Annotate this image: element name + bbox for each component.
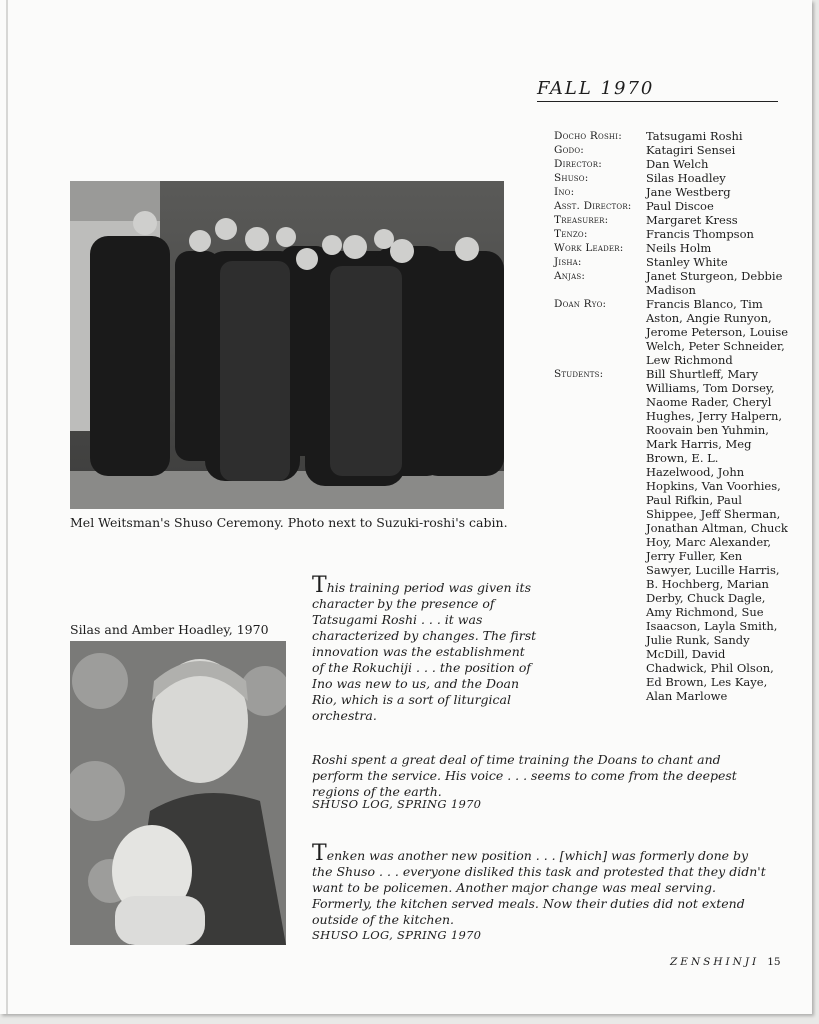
roster-names: Silas Hoadley [646,171,726,185]
roster-role: Doan Ryo: [554,298,607,310]
roster-names: Neils Holm [646,241,712,255]
roster-names: Jane Westberg [646,185,731,199]
roster-row [554,241,789,255]
group-photo-caption: Mel Weitsman's Shuso Ceremony. Photo next to Suzuki-roshi's cabin. [70,515,508,530]
roster-names: Francis Thompson [646,227,754,241]
roster-names: Francis Blanco, Tim Aston, Angie Runyon, Jerome Peterson, Louise Welch, Peter Schneider, Lew Richmond [646,297,789,367]
roster-row [554,143,789,157]
roster-names: Stanley White [646,255,728,269]
roster-row [554,129,789,143]
roster-role: Jisha: [554,256,582,268]
roster-role: Godo: [554,144,585,156]
dropcap: T [312,573,327,598]
roster-role: Work Leader: [554,242,624,254]
roster-role: Asst. Director: [554,200,632,212]
group-photo [70,181,504,509]
roster-names: Janet Sturgeon, Debbie Madison [646,269,783,297]
roster-row [554,367,789,703]
section-heading: FALL 1970 [537,78,778,102]
roster-row [554,157,789,171]
roster-role: Anjas: [554,270,586,282]
roster-role: Director: [554,158,602,170]
roster-names: Paul Discoe [646,199,714,213]
portrait-photo-caption: Silas and Amber Hoadley, 1970 [70,622,269,637]
roster-row [554,213,789,227]
quote-source: SHUSO LOG, SPRING 1970 [312,928,482,942]
page-number: 15 [767,956,781,968]
roster-role: Docho Roshi: [554,130,622,142]
page-footer [670,956,781,968]
roster-role: Shuso: [554,172,589,184]
roster-row [554,255,789,269]
roster-row [554,185,789,199]
page-fold-edge [6,0,8,1014]
roster-names: Bill Shurtleff, Mary Williams, Tom Dorsey, Naome Rader, Cheryl Hughes, Jerry Halpern, Roovain ben Yuhmin, Mark Harris, Meg Brown, E. L. Hazelwood, John Hopkins, Van Voorhies, Paul Rifkin, Paul Shippee, Jeff Sherman, Jonathan Altman, Chuck Hoy, Marc Alexander, Jerry Fuller, Ken Sawyer, Lucille Harris, B. Hochberg, Marian Derby, Chuck Dagle, Amy Richmond, Sue Isaacson, Layla Smith, Julie Runk, Sandy McDill, David Chadwick, Phil Olson, Ed Brown, Les Kaye, Alan Marlowe [646,367,788,703]
quote-source: SHUSO LOG, SPRING 1970 [312,797,482,811]
roster-row [554,227,789,241]
roster-names: Tatsugami Roshi [646,129,743,143]
roster-names: Margaret Kress [646,213,738,227]
quote-roshi-training: Roshi spent a great deal of time training the Doans to chant and perform the service. His voice . . . seems to come from the deepest regions of the earth. [312,752,737,799]
roster-role: Tenzo: [554,228,588,240]
roster-names: Katagiri Sensei [646,143,736,157]
roster-names: Dan Welch [646,157,709,171]
quote-text: enken was another new position . . . [which] was formerly done by the Shuso . . . everyone disliked this task and protested that they didn't want to be policemen. Another major change was meal serving. Formerly, the kitchen served meals. Now their duties did not extend outside of the kitchen. [312,848,766,927]
quote-text: his training period was given its character by the presence of Tatsugami Roshi . . . it was characterized by changes. The first innovation was the establishment of the Rokuchiji . . . the position of Ino was new to us, and the Doan Rio, which is a sort of liturgical orchestra. [312,580,537,723]
quote-training-period [312,573,537,724]
dropcap: T [312,841,327,866]
roster-role: Treasurer: [554,214,609,226]
roster-role: Students: [554,368,604,380]
roster-row [554,297,789,367]
quote-tenken [312,841,767,928]
roster-row [554,199,789,213]
roster-row [554,171,789,185]
roster-role: Ino: [554,186,575,198]
publication-name: ZENSHINJI [670,956,760,968]
roster-row [554,269,789,297]
portrait-photo [70,641,286,945]
roster-list [554,129,789,703]
